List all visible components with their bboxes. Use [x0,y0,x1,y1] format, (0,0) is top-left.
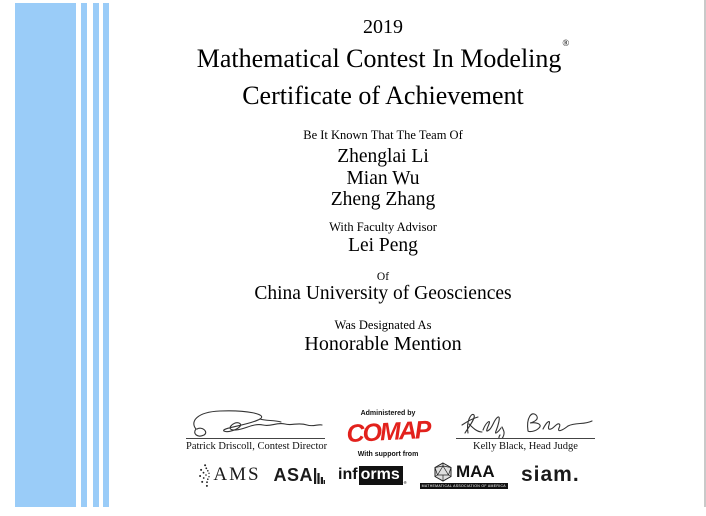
kelly-black-signature-icon [456,408,595,438]
maa-logo-text: MAA [455,462,495,481]
head-judge-caption: Kelly Black, Head Judge [473,441,578,452]
signature-line [456,438,595,439]
certificate-title-text: Mathematical Contest In Modeling [196,44,562,73]
asa-bars-icon [313,467,325,486]
ams-dotted-fan-icon [198,463,212,487]
certificate-year: 2019 [363,16,403,38]
sponsor-logos-row [66,462,706,489]
team-intro: Be It Known That The Team Of [303,128,463,142]
siam-logo-text: siam. [520,463,580,487]
maa-logo [420,462,508,489]
asa-logo-text: ASA [273,464,314,485]
maa-logo-caption: MATHEMATICAL ASSOCIATION OF AMERICA [421,483,506,488]
certificate-title [60,38,706,74]
advisor-name: Lei Peng [348,235,418,256]
of-label: Of [376,271,390,283]
designation-intro: Was Designated As [334,318,432,332]
administration-block [332,410,444,459]
maa-polyhedron-icon [433,462,453,482]
contest-director-signature-block [186,406,328,452]
contest-director-caption: Patrick Driscoll, Contest Director [186,441,328,452]
team-members [60,146,706,211]
informs-registered-mark: ® [403,479,407,485]
head-judge-signature-block [456,408,595,452]
institution-name: China University of Geosciences [254,283,512,304]
ams-logo [198,463,260,487]
asa-logo [274,465,326,486]
with-support-from-label: With support from [357,451,419,458]
administered-by-label: Administered by [360,410,416,417]
advisor-intro: With Faculty Advisor [329,220,437,234]
siam-logo [521,463,580,487]
designation: Honorable Mention [304,333,462,355]
signature-line [186,438,325,439]
registered-mark: ® [562,38,570,49]
team-member-2: Mian Wu [346,167,420,189]
informs-logo-text-boxed: orms [359,466,403,485]
comap-logo: COMAP [345,415,431,449]
informs-logo [338,466,407,485]
team-member-1: Zhenglai Li [337,146,429,167]
team-member-3: Zheng Zhang [330,189,436,210]
ams-logo-text: AMS [213,464,261,486]
certificate-subtitle: Certificate of Achievement [242,81,524,110]
patrick-driscoll-signature-icon [186,406,325,438]
maa-logo-top [433,462,495,482]
informs-logo-text-prefix: inf [338,466,358,484]
